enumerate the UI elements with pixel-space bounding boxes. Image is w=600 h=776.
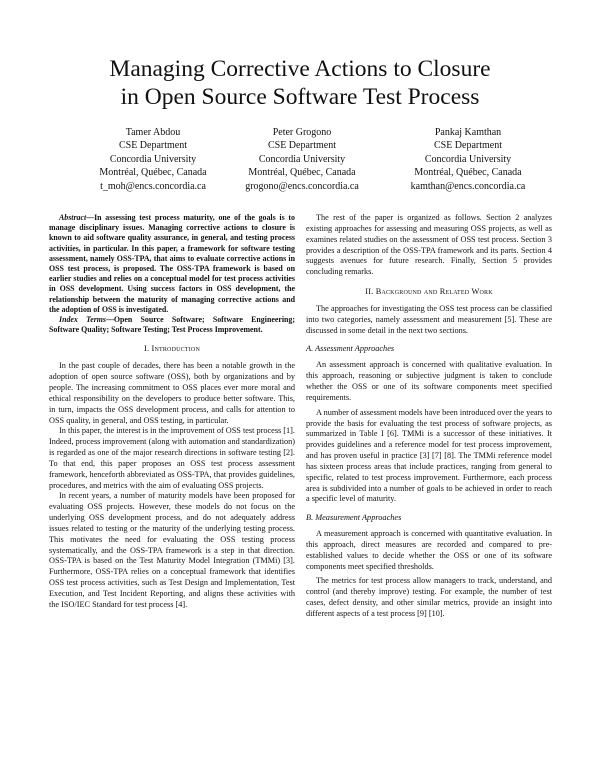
assessment-paragraph-1: An assessment approach is concerned with qualitative evaluation. In this approach, reasoning or subjective judgment is taken to conclude whether the OSS or one of its software components meet specified requirements. [306,360,552,402]
measurement-paragraph-1: A measurement approach is concerned with quantitative evaluation. In this approach, direct measures are recorded and compared to pre-established values to decide whether the OSS or one of its software components meet specified thresholds. [306,529,552,571]
measurement-paragraph-2: The metrics for test process allow managers to track, understand, and control (and thereby improve) testing. For example, the number of test cases, defect density, and other similar metrics, provide an insight into different aspects of a test process [9] [10]. [306,576,552,618]
author-name: Peter Grogono [272,127,332,138]
index-terms-text: —Open Source Software; Software Engineering; Software Quality; Software Testing; Test Process Improvement. [49,315,295,335]
author-department: CSE Department [267,140,337,152]
author-city: Montréal, Québec, Canada [414,167,522,179]
author-city: Montréal, Québec, Canada [99,167,207,179]
organization-paragraph: The rest of the paper is organized as follows. Section 2 analyzes existing approaches for assessing and measuring OSS projects, as well as examines related studies on the assessment of OSS test process. Section 3 provides a description of the OSS-TPA framework and its parts. Section 4 suggests avenues for future research. Finally, Section 5 provides concluding remarks. [306,213,552,277]
author-name: Pankaj Kamthan [434,127,502,138]
author-city: Montréal, Québec, Canada [248,167,356,179]
subsection-heading-assessment: A. Assessment Approaches [306,344,395,354]
paper-title [40,55,560,111]
author-name: Tamer Abdou [125,127,181,138]
intro-paragraph-2: In this paper, the interest is in the improvement of OSS test process [1]. Indeed, process improvement (along with automation and standardization) is regarded as one of the major research directions in software testing [2]. To that end, this paper proposes an OSS test process assessment framework, henceforth abbreviated as OSS-TPA, that provides guidelines, procedures, and metrics with the aim of evaluating OSS projects. [49,426,295,490]
author-block [0,126,600,196]
author-department: CSE Department [118,140,188,152]
author-department: CSE Department [433,140,503,152]
title-line-1: Managing Corrective Actions to Closure [109,56,491,82]
author-3 [378,126,558,193]
subsection-heading-measurement: B. Measurement Approaches [306,513,402,523]
right-column [306,213,552,620]
author-university: Concordia University [109,153,197,165]
left-column [49,213,295,611]
intro-paragraph-1: In the past couple of decades, there has been a notable growth in the adoption of open source software (OSS), both by organizations and by people. The increasing commitment to OSS places ever more moral and ethical responsibility on the developers to produce better software. This, in turn, impacts the OSS development process, and calls for attention to OSS quality, in general, and OSS testing, in particular. [49,361,295,425]
abstract-text: —In assessing test process maturity, one of the goals is to manage disciplinary issues. Managing corrective actions to closure is known to aid software quality assurance, in general, and testing process activities, in particular. In this paper, a framework for software testing assessment, namely OSS-TPA, that aims to evaluate corrective actions in OSS test process, is proposed. The OSS-TPA framework is based on earlier studies and relies on a conceptual model for test process activities in OSS development. Using success factors in OSS development, the relationship between the maturity of managing corrective actions and the adoption of OSS is investigated. [49,213,295,314]
abstract [49,213,295,335]
section-heading-introduction: I. Introduction [143,344,200,354]
abstract-label: Abstract [59,213,87,222]
author-university: Concordia University [258,153,346,165]
intro-paragraph-3: In recent years, a number of maturity models have been proposed for evaluating OSS projects. However, these models do not focus on the underlying OSS development process, and do not adequately address issues related to testing or the maturity of the underlying testing process. This motivates the need for evaluating the OSS testing process systematically, and the OSS-TPA framework is a step in that direction. OSS-TPA is based on the Test Maturity Model Integration (TMMi) [3]. Furthermore, OSS-TPA relies on a conceptual framework that identifies OSS test process activities, such as Test Design and Implementation, Test Execution, and Test Incident Reporting, and aligns these activities with the ISO/IEC Standard for test process [4]. [49,491,295,609]
section-heading-background: II. Background and Related Work [365,287,493,297]
title-line-2: in Open Source Software Test Process [120,84,480,110]
author-university: Concordia University [424,153,512,165]
author-email: grogono@encs.concordia.ca [245,180,359,192]
assessment-paragraph-2: A number of assessment models have been introduced over the years to provide the basis for evaluating the test process of software projects, as summarized in Table I [6]. TMMi is a successor of these initiatives. It provides guidelines and a reference model for test process improvement, and has proven useful in practice [3] [7] [8]. The TMMi reference model has sixteen process areas that include practices, ranging from general to specific, related to test process improvement. Furthermore, each process area is subdivided into a number of goals to be achieved in order to reach a specific level of maturity. [306,407,552,504]
author-email: kamthan@encs.concordia.ca [410,180,526,192]
author-email: t_moh@encs.concordia.ca [100,180,206,192]
index-terms-label: Index Terms [59,315,106,325]
background-paragraph-1: The approaches for investigating the OSS test process can be classified into two categories, namely assessment and measurement [5]. These are discussed in some detail in the next two sections. [306,303,552,335]
author-2 [212,126,392,193]
